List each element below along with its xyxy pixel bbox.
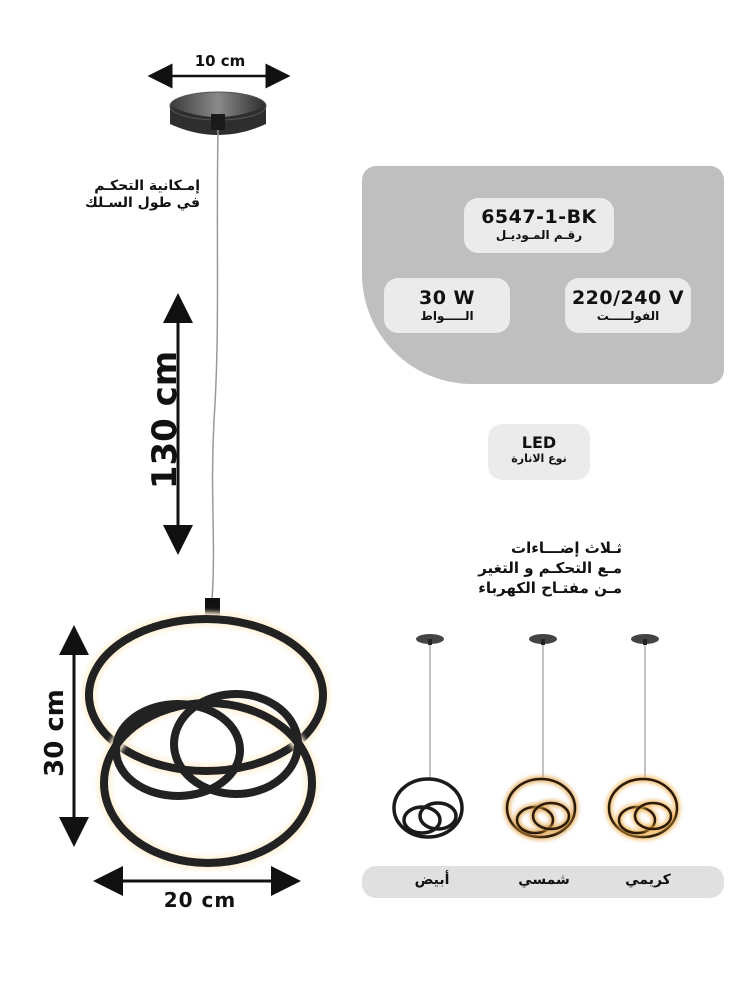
voltage-pill xyxy=(565,278,691,333)
three-lightings-note xyxy=(420,538,622,598)
color-option-cream: كريمي xyxy=(625,872,671,888)
lighting-note-line-3: مـن مفتـاح الكهرباء xyxy=(478,579,622,597)
lamp-height-label: 30 cm xyxy=(40,689,70,777)
model-pill xyxy=(464,198,614,253)
cable xyxy=(212,130,218,600)
color-option-white: أبيض xyxy=(414,872,450,888)
model-label: رقـم المـوديـل xyxy=(495,228,583,242)
cable-note-line-2: في طول السـلك xyxy=(84,195,200,211)
wattage-value: 30 W xyxy=(418,287,475,309)
cable-adjust-note xyxy=(60,178,200,212)
lamp-variant-cream xyxy=(609,634,677,837)
lighting-note-line-1: ثـلاث إضـــاءات xyxy=(511,539,622,557)
voltage-value: 220/240 V xyxy=(571,287,685,309)
cable-length-label: 130 cm xyxy=(145,350,185,490)
canopy xyxy=(170,92,266,135)
lighting-type-value: LED xyxy=(521,433,557,452)
lamp-width-label: 20 cm xyxy=(163,888,237,912)
lighting-type-pill xyxy=(488,424,590,480)
lamp-variant-warm xyxy=(507,634,575,837)
cable-note-line-1: إمـكانية التحكـم xyxy=(94,178,200,194)
spec-panel xyxy=(362,166,724,384)
wattage-label: الـــــواط xyxy=(420,309,474,323)
canopy-width-label: 10 cm xyxy=(194,52,246,70)
main-lamp xyxy=(89,619,323,863)
lighting-note-line-2: مـع التحكـم و التغير xyxy=(478,559,622,577)
lighting-type-label: نوع الانارة xyxy=(511,452,567,465)
lamp-variant-white xyxy=(394,634,462,837)
model-value: 6547-1-BK xyxy=(481,206,597,228)
color-option-sunlight: شمسي xyxy=(518,872,570,888)
voltage-label: الفولـــــت xyxy=(596,309,660,323)
wattage-pill xyxy=(384,278,510,333)
color-options-bar xyxy=(362,866,724,898)
